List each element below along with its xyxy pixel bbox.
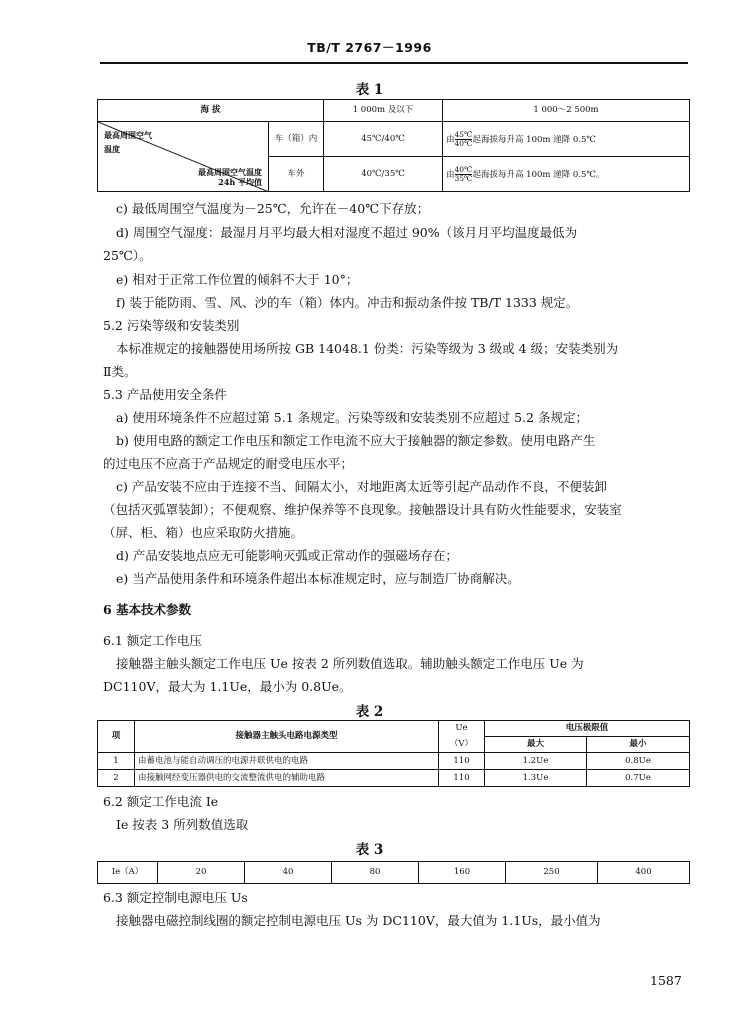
table2-row2-max: 1.3Ue (485, 770, 587, 787)
table1-caption: 表 1 (355, 82, 384, 98)
table3-label: Ie（A） (98, 862, 158, 884)
section-5-3-b-line2: 的过电压不应高于产品规定的耐受电压水平； (103, 456, 354, 471)
section-5-2-heading: 5.2 污染等级和安装类别 (103, 318, 240, 333)
table1-out-note-suffix: 起海拔每升高 100m 递降 0.5℃。 (472, 169, 605, 180)
section-6-1-para-line1: 接触器主触头额定工作电压 Ue 按表 2 所列数值选取。辅助触头额定工作电压 Ue 为 (116, 656, 584, 671)
table3-value-2: 40 (245, 862, 332, 884)
table2-row1-ue: 110 (439, 753, 485, 770)
table2-row2-item: 2 (98, 770, 135, 787)
table1-in-frac-den: 40℃ (454, 138, 473, 148)
table1-altitude-header: 海 拔 (98, 100, 324, 122)
table2-row1-min: 0.8Ue (587, 753, 690, 770)
section-6-1-heading: 6.1 额定工作电压 (103, 633, 202, 648)
para-f: f) 装于能防雨、雪、风、沙的车（箱）体内。冲击和振动条件按 TB/T 1333 规定。 (116, 295, 579, 310)
table2-item-header: 项 (98, 721, 135, 753)
section-6-3-heading: 6.3 额定控制电源电压 Us (103, 890, 248, 905)
table2 (97, 720, 690, 787)
table-row (98, 770, 690, 787)
table2-limit-header: 电压极限值 (485, 721, 690, 737)
para-d-line1: d) 周围空气湿度：最湿月月平均最大相对湿度不超过 90%（该月月平均温度最低为 (116, 225, 578, 240)
table1-out-value: 40℃/35℃ (324, 157, 443, 192)
table1-diag-bottom-label: 最高周围空气温度 24h 平均值 (198, 167, 262, 187)
table1-row-out-label: 车外 (269, 157, 324, 192)
standard-code-header: TB/T 2767－1996 (307, 40, 432, 55)
table2-row2-min: 0.7Ue (587, 770, 690, 787)
table1-out-note-prefix: 由 (446, 169, 455, 180)
table2-min-header: 最小 (587, 737, 690, 753)
table1-in-note-suffix: 起海拔每升高 100m 递降 0.5℃ (472, 134, 596, 145)
table1-row-in-label: 车（箱）内 (269, 122, 324, 157)
section-6-3-para: 接触器电磁控制线圈的额定控制电源电压 Us 为 DC110V，最大值为 1.1Us，最小值为 (116, 913, 601, 928)
table3-value-5: 250 (506, 862, 598, 884)
table-row (98, 753, 690, 770)
section-6-heading: 6 基本技术参数 (103, 602, 192, 617)
section-5-3-c-line2: （包括灭弧罩装卸）；不便观察、维护保养等不良现象。接触器设计具有防火性能要求，安装室 (103, 502, 622, 517)
table2-type-header: 接触器主触头电路电源类型 (135, 721, 439, 753)
table3 (97, 861, 690, 884)
table1-range-header: 1 000～2 500m (443, 100, 690, 122)
section-5-3-c-line1: c) 产品安装不应由于连接不当、间隔太小，对地距离太近等引起产品动作不良，不便装卸 (116, 479, 607, 494)
table2-row1-item: 1 (98, 753, 135, 770)
table1 (97, 99, 690, 192)
table1-diagonal-cell (98, 122, 269, 192)
table1-out-note (443, 157, 690, 192)
table2-row1-type: 由蓄电池与能自动调压的电源并联供电的电路 (135, 753, 439, 770)
section-6-1-para-line2: DC110V，最大为 1.1Ue，最小为 0.8Ue。 (103, 679, 352, 694)
table3-value-3: 80 (332, 862, 419, 884)
page-number: 1587 (650, 973, 682, 988)
table3-value-4: 160 (419, 862, 506, 884)
section-6-2-heading: 6.2 额定工作电流 Ie (103, 794, 219, 809)
para-c: c) 最低周围空气温度为－25℃，允许在－40℃下存放； (116, 201, 430, 216)
table3-value-6: 400 (598, 862, 690, 884)
table2-caption: 表 2 (355, 704, 384, 720)
section-6-2-para: Ie 按表 3 所列数值选取 (116, 817, 249, 832)
table2-row2-type: 由接触网经变压器供电的交流整流供电的辅助电路 (135, 770, 439, 787)
table1-in-fraction (455, 131, 473, 148)
section-5-3-a: a) 使用环境条件不应超过第 5.1 条规定。污染等级和安装类别不应超过 5.2 条规定； (116, 410, 588, 425)
para-d-line2: 25℃）。 (103, 248, 152, 263)
table3-caption: 表 3 (355, 842, 384, 858)
table1-le1000-header: 1 000m 及以下 (324, 100, 443, 122)
section-5-3-e: e) 当产品使用条件和环境条件超出本标准规定时，应与制造厂协商解决。 (116, 571, 520, 586)
table1-in-note-prefix: 由 (446, 134, 455, 145)
table1-out-frac-den: 35℃ (454, 173, 473, 183)
section-5-3-c-line3: （屏、柜、箱）也应采取防火措施。 (103, 525, 304, 540)
header-rule (100, 62, 688, 64)
section-5-3-b-line1: b) 使用电路的额定工作电压和额定工作电流不应大于接触器的额定参数。使用电路产生 (116, 433, 596, 448)
table1-in-note (443, 122, 690, 157)
section-5-3-heading: 5.3 产品使用安全条件 (103, 387, 227, 402)
table1-diag-top-label: 最高周围空气温度 (104, 130, 152, 154)
section-5-2-para-line1: 本标准规定的接触器使用场所按 GB 14048.1 份类：污染等级为 3 级或 4 级；安装类别为 (116, 341, 619, 356)
table2-row1-max: 1.2Ue (485, 753, 587, 770)
para-e: e) 相对于正常工作位置的倾斜不大于 10°； (116, 272, 359, 287)
table3-value-1: 20 (158, 862, 245, 884)
table2-row2-ue: 110 (439, 770, 485, 787)
table1-out-fraction (455, 166, 473, 183)
table1-in-value: 45℃/40℃ (324, 122, 443, 157)
section-5-3-d: d) 产品安装地点应无可能影响灭弧或正常动作的强磁场存在； (116, 548, 458, 563)
section-5-2-para-line2: Ⅱ类。 (103, 364, 137, 379)
table1-in-frac-num: 45℃ (454, 129, 473, 139)
table2-max-header: 最大 (485, 737, 587, 753)
table2-unit-header: （V） (439, 737, 485, 753)
table2-ue-header: Ue (439, 721, 485, 737)
table1-out-frac-num: 40℃ (454, 164, 473, 174)
